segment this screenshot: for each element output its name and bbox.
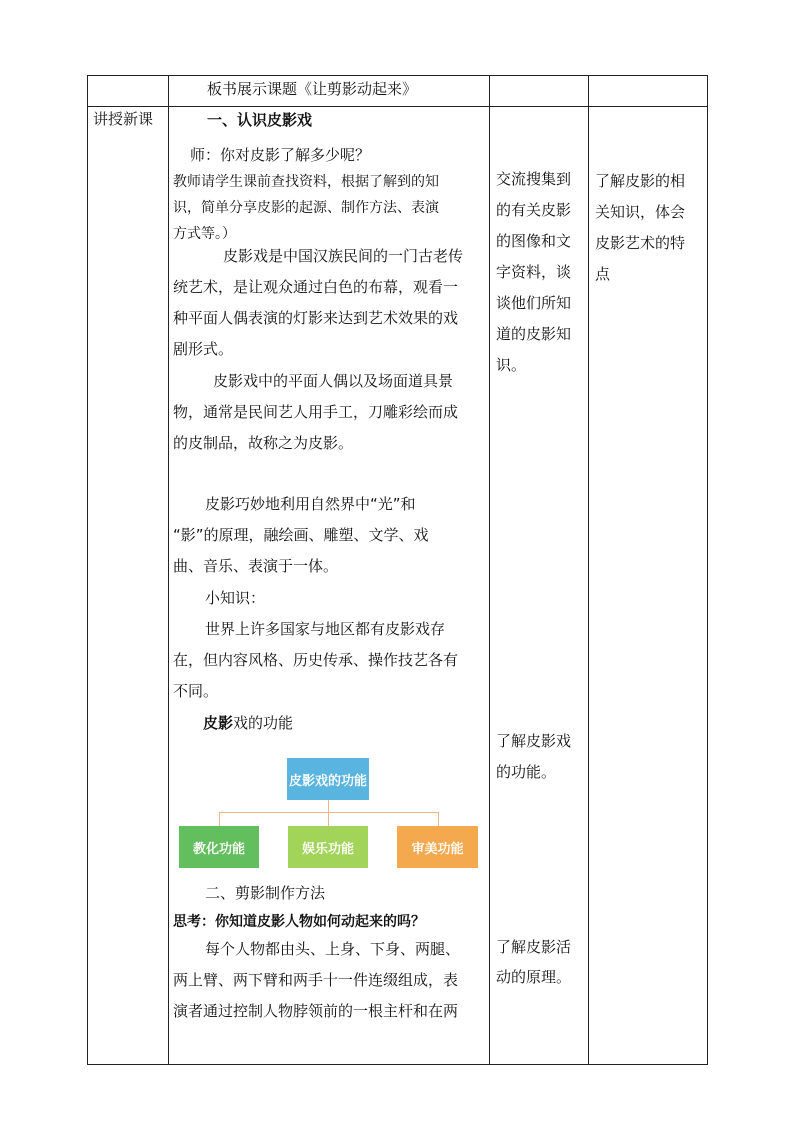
student-activity-line: 了解皮影戏 — [496, 732, 572, 750]
heading-recognize-shadow-play: 一、认识皮影戏 — [207, 111, 313, 129]
student-activity-line: 动的原理。 — [496, 968, 572, 986]
diagram-node-education: 教化功能 — [179, 826, 259, 868]
student-activity-line: 的图像和文 — [496, 232, 572, 250]
paragraph-line: 种平面人偶表演的灯影来达到艺术效果的戏 — [173, 309, 459, 327]
purpose-line: 关知识，体会 — [595, 203, 686, 221]
paragraph-line: 的皮制品，故称之为皮影。 — [173, 434, 354, 452]
diagram-top-node: 皮影戏的功能 — [287, 758, 369, 800]
table-left-border — [87, 75, 88, 1065]
teacher-question: 师：你对皮影了解多少呢？ — [190, 146, 371, 164]
student-activity-line: 了解皮影活 — [496, 938, 572, 956]
paragraph-line: 在，但内容风格、历史传承、操作技艺各有 — [173, 651, 459, 669]
paragraph-line: 不同。 — [173, 682, 219, 700]
table-top-border — [87, 75, 708, 76]
think-question: 思考：你知道皮影人物如何动起来的吗？ — [173, 914, 425, 930]
diagram-connector — [438, 812, 439, 826]
student-activity-line: 的功能。 — [496, 763, 557, 781]
paragraph-line: 曲、音乐、表演于一体。 — [173, 557, 339, 575]
functions-heading-bold: 皮影 — [203, 714, 234, 732]
tip-label: 小知识： — [205, 589, 266, 607]
student-activity-line: 的有关皮影 — [496, 201, 572, 219]
paragraph-line: 皮影戏中的平面人偶以及场面道具景 — [213, 372, 454, 390]
table-col-divider-2 — [489, 75, 490, 1065]
purpose-line: 了解皮影的相 — [595, 172, 686, 190]
section-label: 讲授新课 — [93, 110, 154, 128]
table-bottom-border — [87, 1064, 708, 1065]
student-activity-line: 字资料，谈 — [496, 263, 572, 281]
diagram-node-aesthetic: 审美功能 — [397, 826, 478, 868]
purpose-line: 皮影艺术的特 — [595, 234, 686, 252]
diagram-connector — [328, 812, 329, 826]
student-activity-line: 谈他们所知 — [496, 294, 572, 312]
diagram-connector — [219, 812, 220, 826]
paragraph-line: 皮影巧妙地利用自然界中“光”和 — [205, 495, 416, 513]
table-row-divider — [87, 106, 708, 107]
student-activity-line: 交流搜集到 — [496, 170, 572, 188]
table-right-border — [707, 75, 708, 1065]
student-activity-line: 识。 — [496, 356, 527, 374]
board-title: 板书展示课题《让剪影动起来》 — [207, 80, 418, 98]
table-col-divider-1 — [168, 75, 169, 1065]
paragraph-line: 统艺术，是让观众通过白色的布幕，观看一 — [173, 278, 459, 296]
heading-silhouette-method: 二、剪影制作方法 — [205, 884, 326, 902]
paragraph-line: “影”的原理，融绘画、雕塑、文学、戏 — [173, 526, 429, 544]
paragraph-line: 方式等。） — [173, 226, 236, 242]
purpose-line: 点 — [595, 265, 611, 283]
paragraph-line: 教师请学生课前查找资料，根据了解到的知 — [173, 174, 439, 190]
paragraph-line: 皮影戏是中国汉族民间的一门古老传 — [223, 247, 464, 265]
diagram-connector — [328, 800, 329, 812]
table-col-divider-3 — [588, 75, 589, 1065]
paragraph-line: 两上臂、两下臂和两手十一件连缀组成，表 — [173, 971, 459, 989]
paragraph-line: 剧形式。 — [173, 340, 234, 358]
paragraph-line: 每个人物都由头、上身、下身、两腿、 — [205, 940, 461, 958]
paragraph-line: 物，通常是民间艺人用手工，刀雕彩绘而成 — [173, 403, 459, 421]
functions-heading-rest: 戏的功能 — [233, 714, 294, 732]
functions-heading — [203, 716, 293, 731]
student-activity-line: 道的皮影知 — [496, 325, 572, 343]
paragraph-line: 演者通过控制人物脖领前的一根主杆和在两 — [173, 1002, 459, 1020]
paragraph-line: 识，简单分享皮影的起源、制作方法、表演 — [173, 200, 439, 216]
paragraph-line: 世界上许多国家与地区都有皮影戏存 — [205, 620, 446, 638]
diagram-node-entertainment: 娱乐功能 — [288, 826, 368, 868]
